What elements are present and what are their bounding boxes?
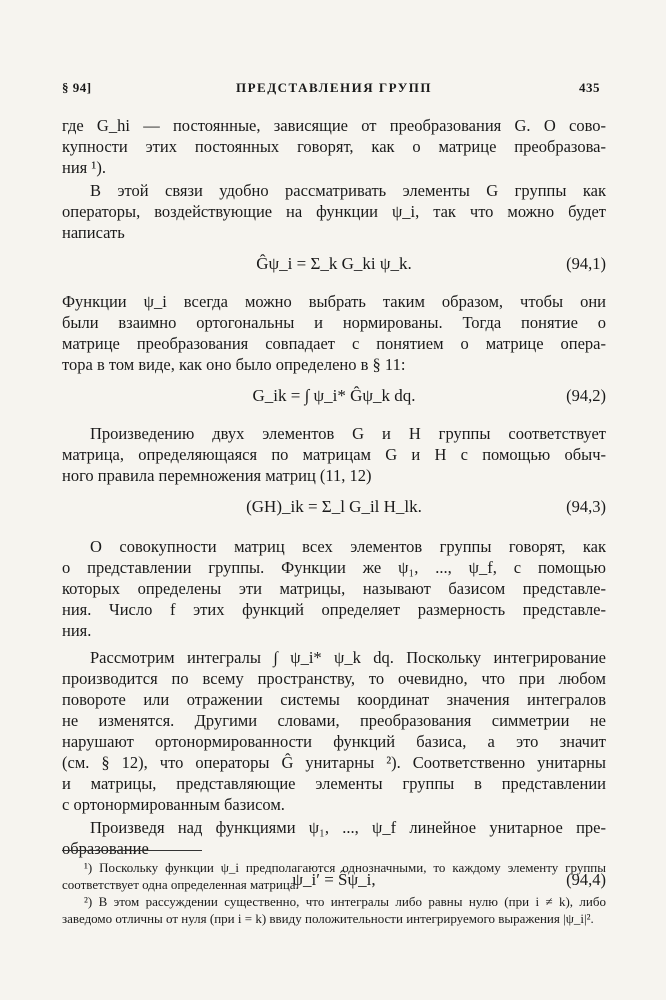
text-line: были взаимно ортогональны и нормированы. Тогда понятие о bbox=[62, 313, 606, 332]
text-line: операторы, воздействующие на функции ψ_i, так что можно будет bbox=[62, 202, 606, 221]
equation-94-1 bbox=[62, 243, 606, 285]
text-line: повороте или отражении системы координат значения интегралов bbox=[62, 690, 606, 709]
text-line: матрица, определяющаяся по матрицам G и H с помощью обыч- bbox=[62, 445, 606, 464]
section-marker: § 94] bbox=[62, 80, 92, 95]
text-line: с ортонормированным базисом. bbox=[62, 795, 285, 814]
equation-number: (94,3) bbox=[566, 497, 606, 516]
paragraph-2 bbox=[62, 180, 606, 243]
text-line: образование bbox=[62, 839, 149, 858]
text-line: ния ¹). bbox=[62, 158, 106, 177]
text-line: Рассмотрим интегралы ∫ ψ_i* ψ_k dq. Поскольку интегрирование bbox=[90, 648, 606, 667]
text-line: тора в том виде, как оно было определено в § 11: bbox=[62, 355, 406, 374]
equation-number: (94,1) bbox=[566, 254, 606, 273]
text-line: нарушают ортонормированности функций базиса, а это значит bbox=[62, 732, 606, 751]
text-line: ния. bbox=[62, 621, 92, 640]
equation-formula: G_ik = ∫ ψ_i* Ĝψ_k dq. bbox=[252, 386, 416, 405]
text-line: Произведя над функциями ψ₁, ..., ψ_f линейное унитарное пре- bbox=[90, 818, 606, 837]
text-line: (см. § 12), что операторы Ĝ унитарны ²). Соответственно унитарны bbox=[62, 753, 606, 772]
page-number: 435 bbox=[579, 80, 600, 95]
text-line: ния. Число f этих функций определяет размерность представле- bbox=[62, 600, 606, 619]
text-line: ного правила перемножения матриц (11, 12) bbox=[62, 466, 372, 485]
footnote-1: ¹) Поскольку функции ψ_i предполагаются однозначными, то каждому элементу группы соответствует одна определенная матрица. bbox=[62, 860, 606, 892]
equation-formula: (GH)_ik = Σ_l G_il H_lk. bbox=[246, 497, 422, 516]
text-line: В этой связи удобно рассматривать элементы G группы как bbox=[90, 181, 606, 200]
equation-number: (94,2) bbox=[566, 386, 606, 405]
text-line: и матрицы, представляющие элементы группы в представлении bbox=[62, 774, 606, 793]
paragraph-4 bbox=[62, 423, 606, 486]
book-page bbox=[62, 0, 606, 1000]
footnotes bbox=[62, 850, 606, 927]
text-line: Произведению двух элементов G и H группы соответствует bbox=[90, 424, 606, 443]
equation-number: (94,4) bbox=[566, 870, 606, 889]
paragraph-6 bbox=[62, 647, 606, 815]
text-line: которых определены эти матрицы, называют базисом представле- bbox=[62, 579, 606, 598]
text-line: Функции ψ_i всегда можно выбрать таким образом, чтобы они bbox=[62, 292, 606, 311]
main-text bbox=[62, 115, 606, 901]
page-title: ПРЕДСТАВЛЕНИЯ ГРУПП bbox=[235, 80, 432, 95]
text-line: не изменятся. Другими словами, преобразования симметрии не bbox=[62, 711, 606, 730]
paragraph-5 bbox=[62, 536, 606, 641]
text-line: О совокупности матриц всех элементов группы говорят, как bbox=[90, 537, 606, 556]
text-line: матрице преобразования совпадает с понятием о матрице опера- bbox=[62, 334, 606, 353]
footnote-divider bbox=[62, 850, 202, 851]
equation-94-3 bbox=[62, 486, 606, 528]
text-line: написать bbox=[62, 223, 125, 242]
text-line: где G_hi — постоянные, зависящие от преобразования G. О сово- bbox=[62, 116, 606, 135]
running-header bbox=[62, 80, 606, 100]
text-line: купности этих постоянных говорят, как о матрице преобразова- bbox=[62, 137, 606, 156]
equation-94-2 bbox=[62, 375, 606, 417]
equation-formula: Ĝψ_i = Σ_k G_ki ψ_k. bbox=[256, 254, 412, 273]
footnote-2: ²) В этом рассуждении существенно, что интегралы либо равны нулю (при i ≠ k), либо заведомо отличны от нуля (при i = k) ввиду положительности интегрируемого выражения |ψ_i|². bbox=[62, 894, 606, 926]
paragraph-3 bbox=[62, 291, 606, 375]
text-line: о представлении группы. Функции же ψ₁, ..., ψ_f, с помощью bbox=[62, 558, 606, 577]
text-line: производится по всему пространству, то очевидно, что при любом bbox=[62, 669, 606, 688]
equation-formula: ψ_i′ = Ŝψ_i, bbox=[292, 870, 376, 889]
paragraph-1 bbox=[62, 115, 606, 178]
